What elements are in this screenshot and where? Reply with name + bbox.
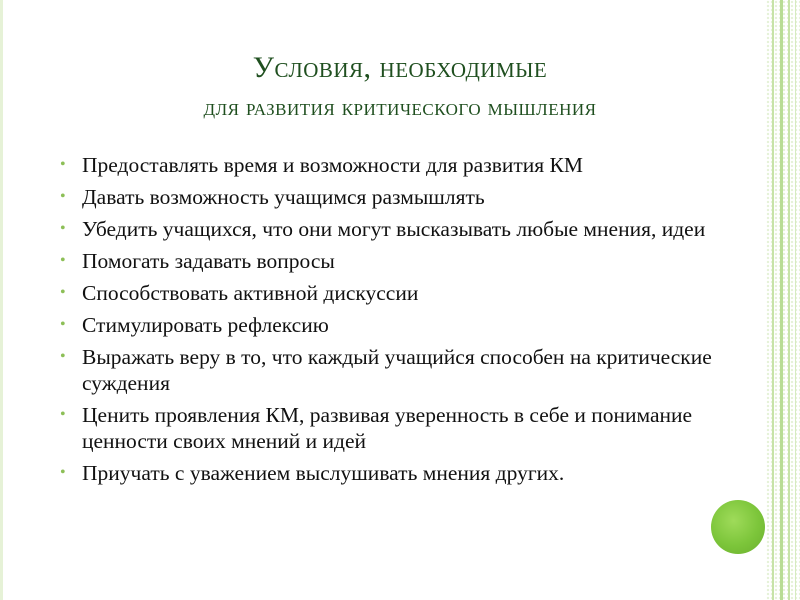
list-item xyxy=(60,152,730,178)
slide-title-line-2: для развития критического мышления xyxy=(203,95,597,121)
border-line xyxy=(780,0,783,600)
border-line xyxy=(772,0,774,600)
border-line xyxy=(795,0,796,600)
list-item-text: Давать возможность учащимся размышлять xyxy=(82,185,485,209)
bullet-dot-icon: • xyxy=(60,316,66,333)
list-item xyxy=(60,402,730,454)
list-item-text: Выражать веру в то, что каждый учащийся способен на критические суждения xyxy=(82,345,712,395)
bullet-dot-icon: • xyxy=(60,252,66,269)
bullet-dot-icon: • xyxy=(60,348,66,365)
right-border-decoration xyxy=(766,0,800,600)
slide-title-line-1: Условия, необходимые xyxy=(252,51,548,84)
list-item-text: Ценить проявления КМ, развивая уверенность в себе и понимание ценности своих мнений и идей xyxy=(82,403,693,453)
green-circle-decoration xyxy=(711,500,765,554)
list-item xyxy=(60,312,730,338)
slide-title xyxy=(60,48,740,128)
list-item xyxy=(60,216,730,242)
bullet-dot-icon: • xyxy=(60,284,66,301)
bullet-dot-icon: • xyxy=(60,406,66,423)
list-item-text: Помогать задавать вопросы xyxy=(82,249,335,273)
list-item-text: Стимулировать рефлексию xyxy=(82,313,329,337)
bullet-dot-icon: • xyxy=(60,156,66,173)
list-item xyxy=(60,460,730,486)
list-item xyxy=(60,184,730,210)
left-edge-decoration xyxy=(0,0,3,600)
bullet-dot-icon: • xyxy=(60,464,66,481)
list-item-text: Приучать с уважением выслушивать мнения других. xyxy=(82,461,565,485)
list-item xyxy=(60,344,730,396)
list-item xyxy=(60,280,730,306)
bullet-list xyxy=(60,152,730,492)
list-item-text: Способствовать активной дискуссии xyxy=(82,281,419,305)
list-item-text: Убедить учащихся, что они могут высказывать любые мнения, идеи xyxy=(82,217,706,241)
bullet-dot-icon: • xyxy=(60,188,66,205)
list-item-text: Предоставлять время и возможности для развития КМ xyxy=(82,153,583,177)
bullet-dot-icon: • xyxy=(60,220,66,237)
list-item xyxy=(60,248,730,274)
border-line xyxy=(788,0,790,600)
